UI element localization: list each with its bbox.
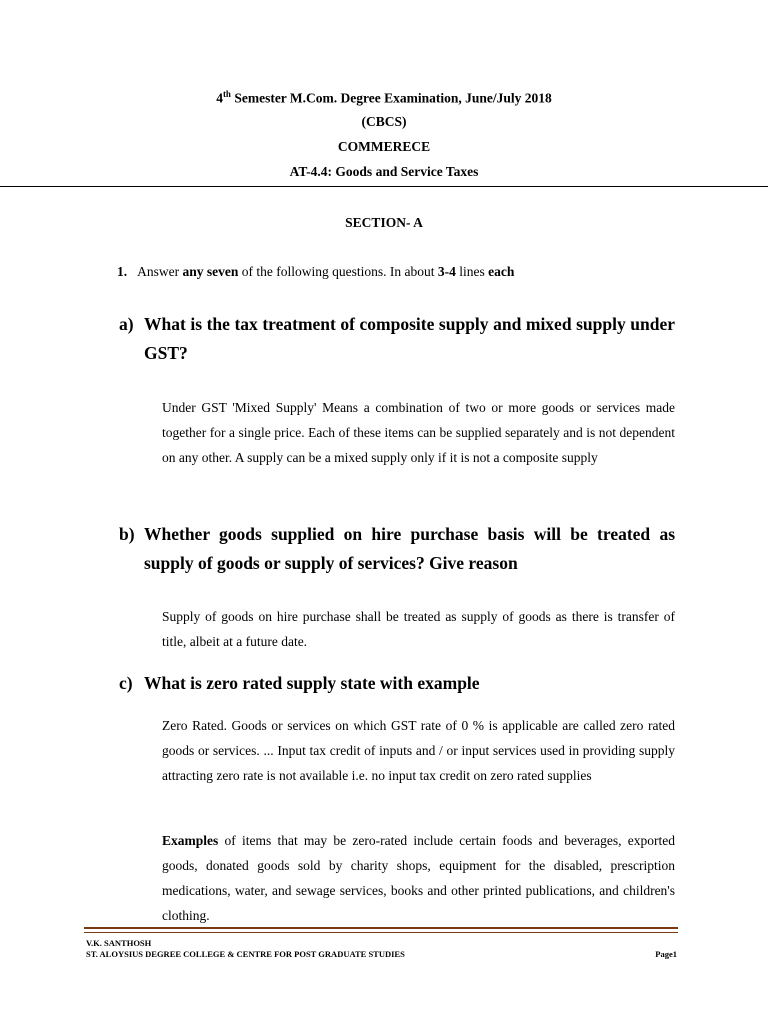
- footer-page-number: Page1: [655, 949, 677, 959]
- footer-rule-thick: [84, 927, 678, 929]
- header-divider: [0, 186, 768, 187]
- question-b-text: Whether goods supplied on hire purchase basis will be treated as supply of goods or supply of services? Give reason: [144, 524, 675, 573]
- footer-author: V.K. SANTHOSH: [86, 938, 152, 948]
- question-c-label: c): [119, 673, 133, 693]
- exam-scheme: (CBCS): [361, 114, 407, 129]
- instruction-bold-1: any seven: [182, 264, 239, 279]
- footer-rule-thin: [84, 932, 678, 933]
- examples-text: of items that may be zero-rated include certain foods and beverages, exported goods, donated goods sold by charity shops, equipment for the disabled, prescription medications, water, and sewage services, books and other printed publications, and children's clothing.: [162, 833, 675, 923]
- exam-paper: AT-4.4: Goods and Service Taxes: [289, 164, 479, 179]
- answer-c: Zero Rated. Goods or services on which GST rate of 0 % is applicable are called zero rated goods or services. ... Input tax credit of inputs and / or input services used in providing supply attracting zero rate is not available i.e. no input tax credit on zero rated supplies: [162, 718, 675, 783]
- instruction-text-2: of the following questions. In about: [238, 264, 438, 279]
- instruction: [117, 264, 514, 280]
- footer-college: ST. ALOYSIUS DEGREE COLLEGE & CENTRE FOR POST GRADUATE STUDIES: [86, 949, 405, 959]
- section-title: SECTION- A: [345, 215, 423, 230]
- question-a-text: What is the tax treatment of composite supply and mixed supply under GST?: [144, 314, 675, 363]
- instruction-text-3: lines: [455, 264, 489, 279]
- instruction-text-1: Answer: [137, 264, 183, 279]
- instruction-number: 1.: [117, 264, 128, 279]
- question-a-label: a): [119, 314, 134, 334]
- question-c-text: What is zero rated supply state with example: [144, 673, 480, 693]
- exam-title-sup: th: [222, 89, 231, 99]
- instruction-bold-2: 3-4: [437, 264, 456, 279]
- instruction-bold-3: each: [488, 264, 515, 279]
- answer-a: Under GST 'Mixed Supply' Means a combination of two or more goods or services made together for a single price. Each of these items can be supplied separately and is not dependent on any other. A supply can be a mixed supply only if it is not a composite supply: [162, 400, 675, 465]
- answer-b: Supply of goods on hire purchase shall be treated as supply of goods as there is transfer of title, albeit at a future date.: [162, 609, 675, 649]
- question-b-label: b): [119, 524, 135, 544]
- exam-title: [0, 89, 768, 107]
- answer-c-examples: [162, 828, 675, 928]
- exam-title-prefix: 4: [216, 90, 223, 106]
- exam-subject: COMMERECE: [337, 139, 431, 154]
- exam-title-rest: Semester M.Com. Degree Examination, June/July 2018: [230, 90, 552, 106]
- examples-label: Examples: [162, 833, 219, 848]
